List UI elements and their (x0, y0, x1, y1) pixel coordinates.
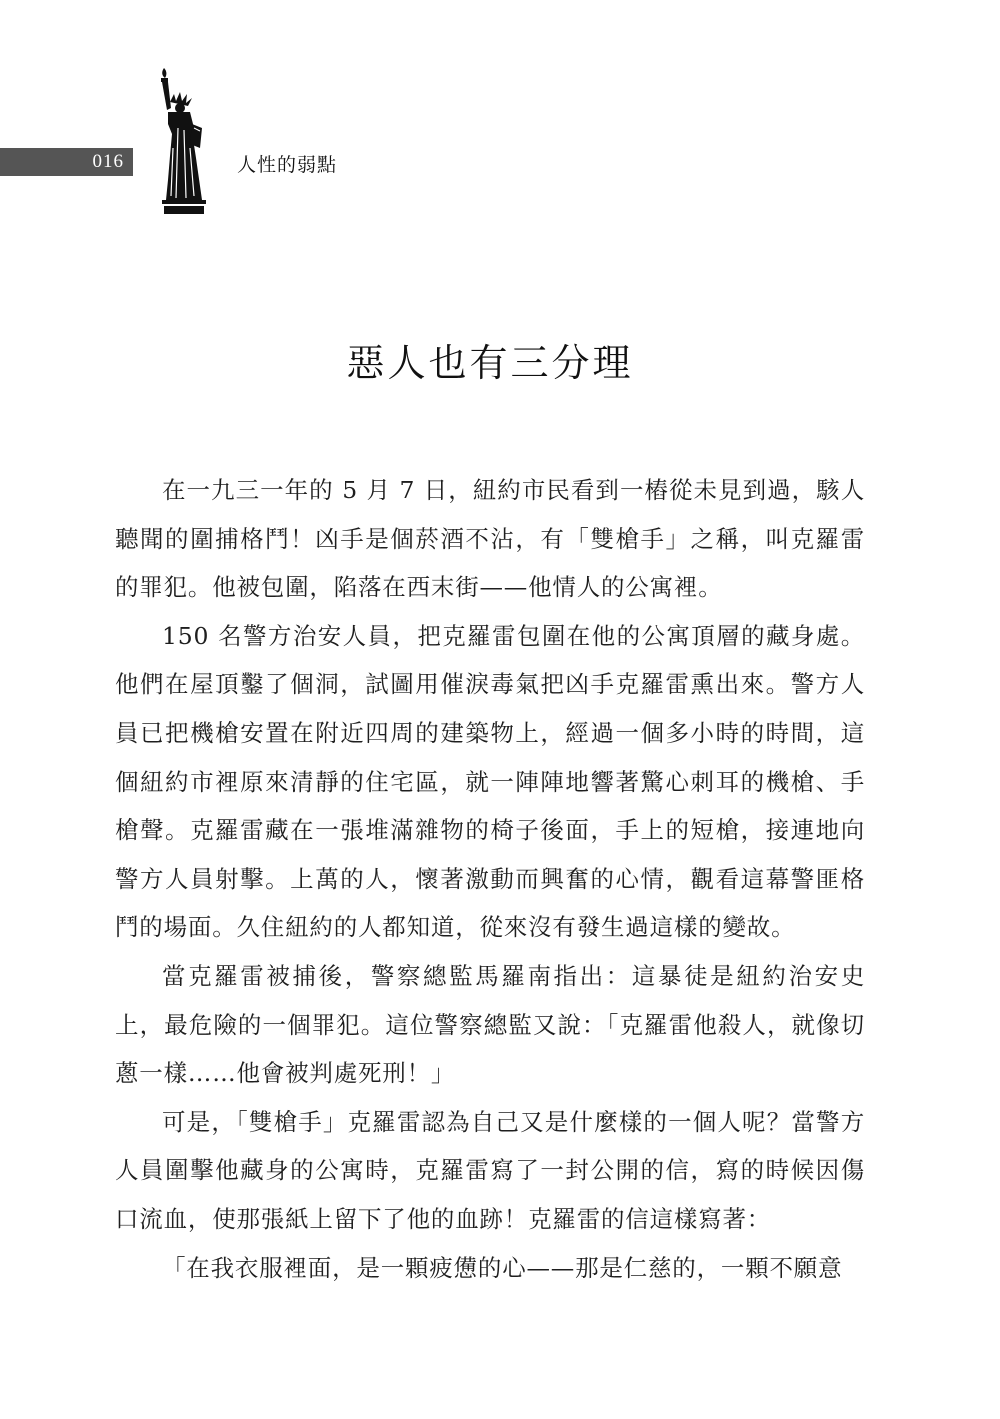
paragraph: 當克羅雷被捕後，警察總監馬羅南指出：這暴徒是紐約治安史上，最危險的一個罪犯。這位警察總監又說：「克羅雷他殺人，就像切蔥一樣……他會被判處死刑！」 (115, 961, 865, 1088)
paragraph: 150 名警方治安人員，把克羅雷包圍在他的公寓頂層的藏身處。他們在屋頂鑿了個洞，試圖用催淚毒氣把凶手克羅雷熏出來。警方人員已把機槍安置在附近四周的建築物上，經過一個多小時的時間，這個紐約市裡原來清靜的住宅區，就一陣陣地響著驚心刺耳的機槍、手槍聲。克羅雷藏在一張堆滿雜物的椅子後面，手上的短槍，接連地向警方人員射擊。上萬的人，懷著激動而興奮的心情，觀看這幕警匪格鬥的場面。久住紐約的人都知道，從來沒有發生過這樣的變故。 (115, 621, 865, 942)
paragraph: 在一九三一年的 5 月 7 日，紐約市民看到一樁從未見到過，駭人聽聞的圍捕格鬥！凶手是個菸酒不沾，有「雙槍手」之稱，叫克羅雷的罪犯。他被包圍，陷落在西末街——他情人的公寓裡。 (115, 476, 865, 602)
paragraph: 「在我衣服裡面，是一顆疲憊的心——那是仁慈的，一顆不願意 (162, 1253, 843, 1282)
page-number: 016 (92, 151, 124, 172)
statue-of-liberty-icon (156, 68, 216, 214)
paragraph: 可是，「雙槍手」克羅雷認為自己又是什麼樣的一個人呢？當警方人員圍擊他藏身的公寓時，克羅雷寫了一封公開的信，寫的時候因傷口流血，使那張紙上留下了他的血跡！克羅雷的信這樣寫著： (115, 1107, 865, 1233)
book-title: 人性的弱點 (237, 154, 338, 176)
body-text (115, 466, 865, 1292)
chapter-title: 惡人也有三分理 (346, 341, 634, 385)
